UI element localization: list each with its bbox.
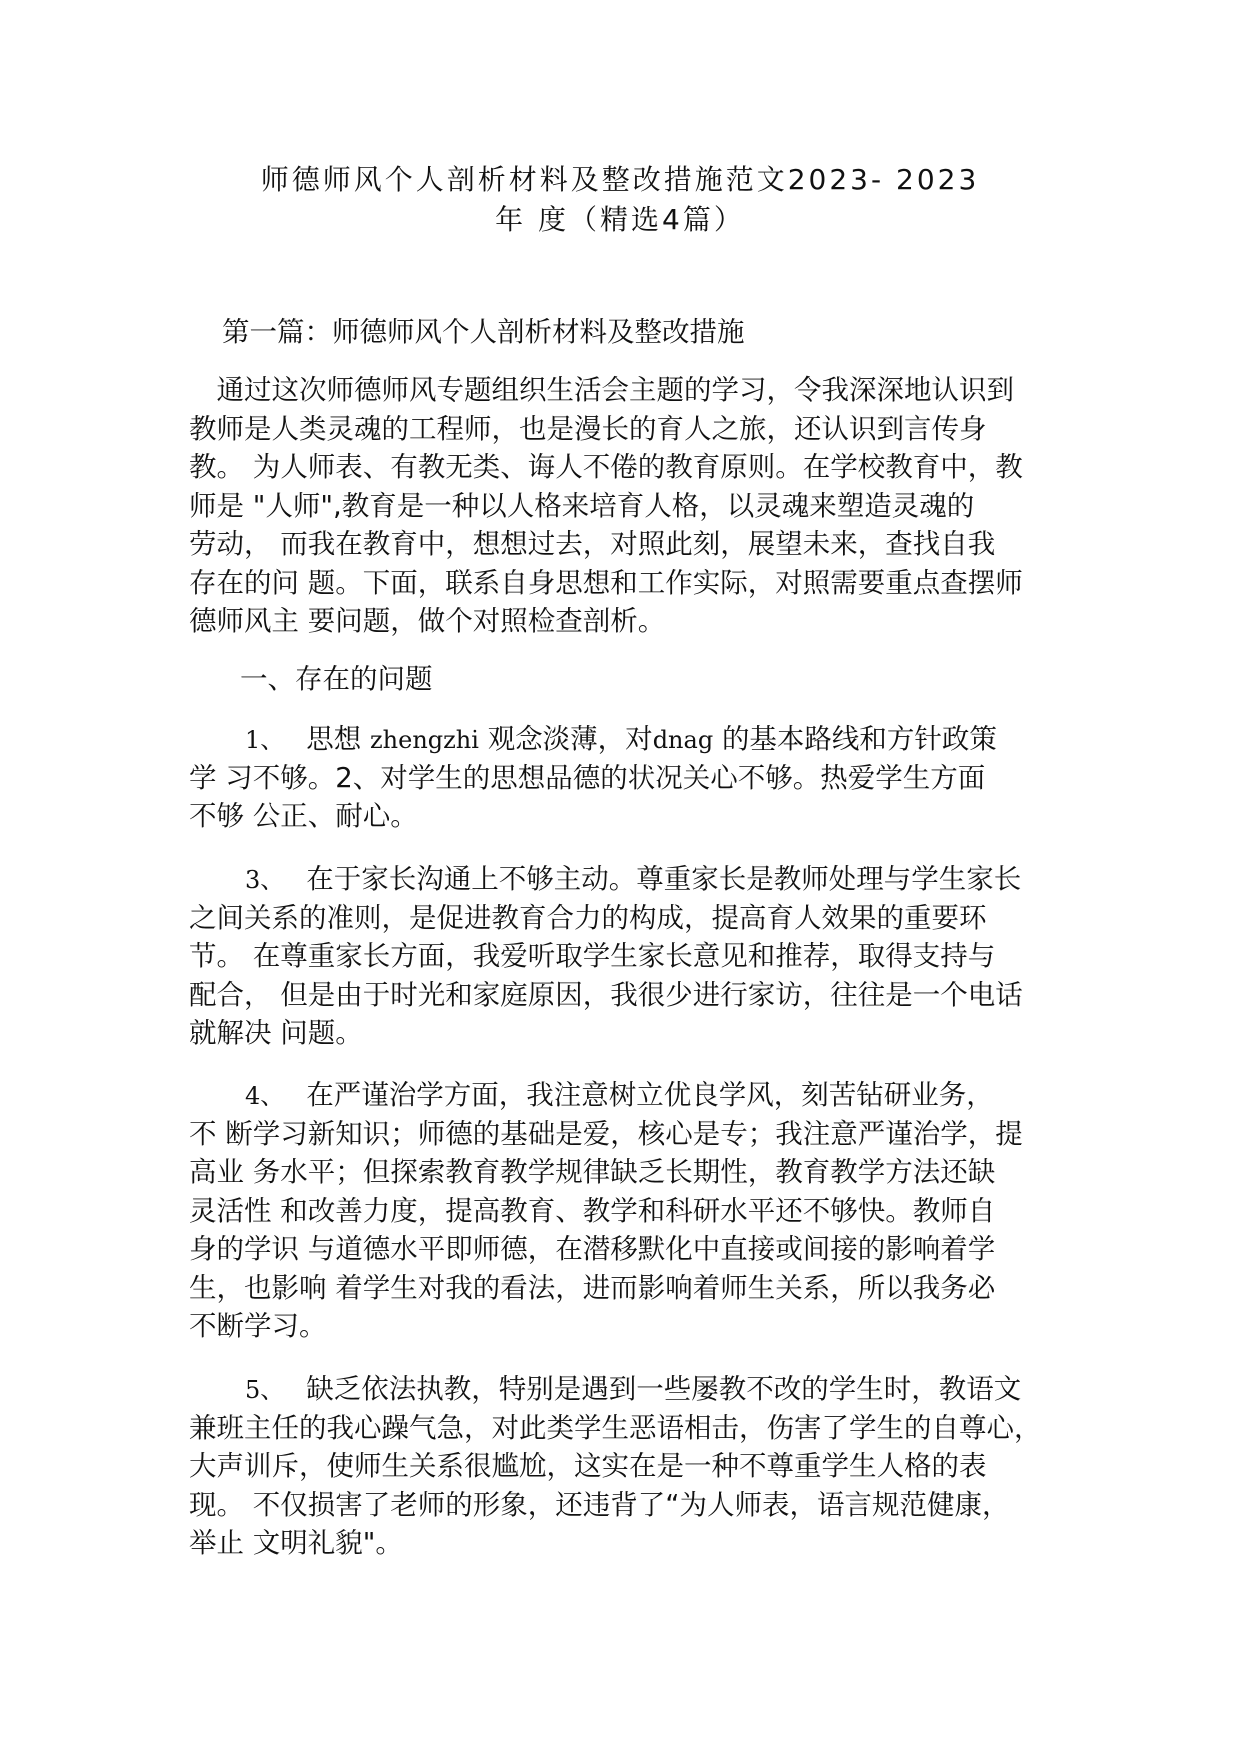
item-number: 1、 [245, 726, 285, 754]
paragraph-line: 举止 文明礼貌"。 [189, 1527, 403, 1559]
intro-paragraph [189, 371, 1069, 641]
title-line-1: 师德师风个人剖析材料及整改措施范文2023- 2023 [260, 163, 980, 196]
paragraph-line: 学 习不够。2、对学生的思想品德的状况关心不够。热爱学生方面 [189, 761, 986, 794]
chapter-heading: 第一篇：师德师风个人剖析材料及整改措施 [222, 316, 745, 348]
item-3-paragraph [189, 860, 1069, 1053]
document-title [0, 160, 1240, 240]
text-segment: 在于家长沟通上不够主动。尊重家长是教师处理与学生家长 [306, 863, 1022, 895]
paragraph-line: 教师是人类灵魂的工程师，也是漫长的育人之旅，还认识到言传身 [189, 412, 987, 445]
text-segment: 在严谨治学方面，我注意树立优良学风，刻苦钻研业务， [306, 1079, 994, 1111]
paragraph-line: 不断学习。 [189, 1310, 327, 1342]
item-number: 5、 [245, 1376, 285, 1404]
item-4-paragraph [189, 1076, 1069, 1346]
text-segment: 思想 [306, 723, 362, 755]
paragraph-line: 高业 务水平；但探索教育教学规律缺乏长期性，教育教学方法还缺 [189, 1156, 996, 1188]
section-heading: 一、存在的问题 [240, 663, 433, 695]
item-1-paragraph [189, 720, 1069, 836]
paragraph-line: 不 断学习新知识；师德的基础是爱，核心是专；我注意严谨治学，提 [189, 1117, 1023, 1150]
paragraph-line: 师是 "人师",教育是一种以人格来培育人格，以灵魂来塑造灵魂的 [189, 489, 975, 522]
text-segment: dnag [652, 726, 714, 754]
paragraph-first-line [189, 1370, 1069, 1409]
paragraph-line: 大声训斥，使师生关系很尴尬，这实在是一种不尊重学生人格的表 [189, 1450, 987, 1482]
paragraph-first-line [189, 720, 1069, 759]
text-segment: 观念淡薄，对 [487, 723, 653, 755]
paragraph-line: 生，也影响 着学生对我的看法，进而影响着师生关系，所以我务必 [189, 1271, 996, 1304]
paragraph-line: 不够 公正、耐心。 [189, 800, 418, 832]
paragraph-line: 劳动， 而我在教育中，想想过去，对照此刻，展望未来，查找自我 [189, 528, 996, 560]
text-segment: zhengzhi [370, 726, 479, 754]
title-line-2: 年 度（精选4篇） [495, 203, 745, 236]
text-segment: 的基本路线和方针政策 [721, 723, 997, 755]
paragraph-line: 现。 不仅损害了老师的形象，还违背了“为人师表，语言规范健康， [189, 1488, 1010, 1521]
paragraph-line: 通过这次师德师风专题组织生活会主题的学习，令我深深地认识到 [189, 374, 1014, 406]
item-5-paragraph [189, 1370, 1069, 1563]
paragraph-line: 教。 为人师表、有教无类、诲人不倦的教育原则。在学校教育中，教 [189, 451, 1023, 483]
paragraph-first-line [189, 860, 1069, 899]
paragraph-line: 德师风主 要问题，做个对照检查剖析。 [189, 605, 666, 637]
paragraph-line: 节。 在尊重家长方面，我爱听取学生家长意见和推荐，取得支持与 [189, 940, 996, 972]
item-number: 4、 [245, 1082, 285, 1110]
paragraph-line: 配合， 但是由于时光和家庭原因，我很少进行家访，往往是一个电话 [189, 978, 1023, 1011]
paragraph-line: 灵活性 和改善力度，提高教育、教学和科研水平还不够快。教师自 [189, 1194, 996, 1227]
item-number: 3、 [245, 866, 285, 894]
paragraph-line: 之间关系的准则，是促进教育合力的构成，提高育人效果的重要环 [189, 901, 987, 934]
paragraph-line: 兼班主任的我心躁气急，对此类学生恶语相击，伤害了学生的自尊心， [189, 1411, 1042, 1444]
text-segment: 缺乏依法执教，特别是遇到一些屡教不改的学生时，教语文 [306, 1373, 1022, 1405]
paragraph-line: 就解决 问题。 [189, 1017, 363, 1049]
paragraph-line: 身的学识 与道德水平即师德，在潜移默化中直接或间接的影响着学 [189, 1233, 996, 1265]
paragraph-first-line [189, 1076, 1069, 1115]
paragraph-line: 存在的问 题。下面，联系自身思想和工作实际，对照需要重点查摆师 [189, 566, 1023, 599]
